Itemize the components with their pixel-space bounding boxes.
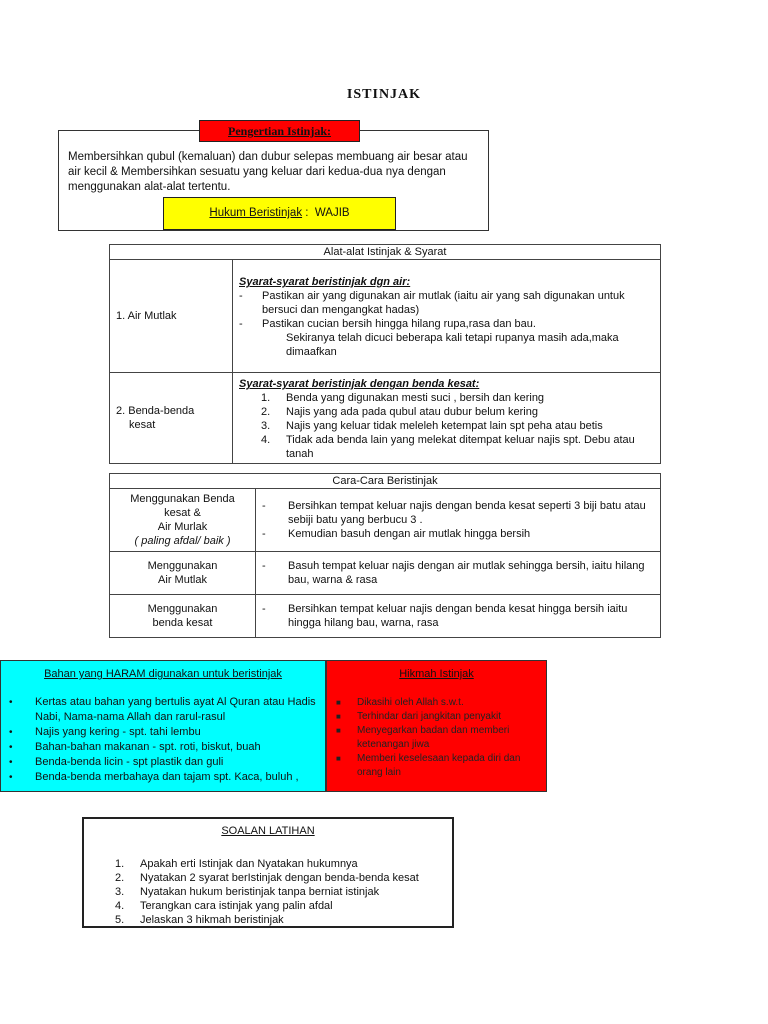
list-item <box>1 770 325 785</box>
hikmah-box <box>326 660 547 792</box>
list-number: 1. <box>115 858 125 870</box>
list-item-text: Apakah erti Istinjak dan Nyatakan hukumnya <box>140 858 358 870</box>
list-item-text: Dikasihi oleh Allah s.w.t. <box>357 697 464 708</box>
dash-marker: - <box>239 290 243 302</box>
list-item-text: Basuh tempat keluar najis dengan air mutlak sehingga bersih, iaitu hilang bau, warna & rasa <box>288 560 645 586</box>
list-item-text: Memberi keselesaan kepada diri dan orang lain <box>357 753 521 778</box>
cara-table <box>109 473 661 638</box>
square-bullet-icon: ■ <box>336 712 341 721</box>
dash-marker: - <box>262 603 266 615</box>
bullet-icon: • <box>9 697 13 708</box>
label-line: ( paling afdal/ baik ) <box>134 535 231 547</box>
list-item <box>84 913 452 927</box>
list-item-text: Nyatakan hukum beristinjak tanpa berniat istinjak <box>140 886 380 898</box>
list-item <box>239 419 656 433</box>
list-item <box>327 724 546 752</box>
list-item-text: Najis yang ada pada qubul atau dubur belum kering <box>286 406 538 418</box>
list-item <box>84 857 452 871</box>
hikmah-title: Hikmah Istinjak <box>399 668 474 680</box>
list-item <box>84 885 452 899</box>
list-item <box>262 527 656 541</box>
bullet-icon: • <box>9 757 13 768</box>
list-item <box>1 695 325 725</box>
alat-row1-note: Sekiranya telah dicuci beberapa kali tetapi rupanya masih ada,maka dimaafkan <box>286 332 619 358</box>
definition-text: Membersihkan qubul (kemaluan) dan dubur selepas membuang air besar atau air kecil & Membersihkan sesuatu yang keluar dari kedua-dua nya dengan menggunakan alat-alat tertentu. <box>68 151 468 193</box>
list-item-text: Bahan-bahan makanan - spt. roti, biskut, buah <box>35 741 261 753</box>
soalan-box <box>82 817 454 928</box>
alat-row1-subhead: Syarat-syarat beristinjak dgn air: <box>239 276 411 288</box>
list-number: 1. <box>261 392 271 404</box>
list-number: 3. <box>115 886 125 898</box>
haram-title: Bahan yang HARAM digunakan untuk beristinjak <box>44 668 282 680</box>
alat-row2-label <box>110 373 233 464</box>
label-line: benda kesat <box>152 617 213 629</box>
alat-row2-content <box>233 373 661 464</box>
cara-row2-content <box>256 552 661 595</box>
square-bullet-icon: ■ <box>336 726 341 735</box>
label-line: Air Murlak <box>157 521 208 533</box>
label-line: Menggunakan <box>147 603 218 615</box>
list-number: 2. <box>261 406 271 418</box>
list-item-text: Pastikan cucian bersih hingga hilang rupa,rasa dan bau. <box>262 318 536 330</box>
dash-marker: - <box>262 500 266 512</box>
list-number: 3. <box>261 420 271 432</box>
list-item <box>84 871 452 885</box>
hukum-separator: : <box>302 207 315 219</box>
hikmah-list <box>327 696 546 780</box>
list-item <box>1 740 325 755</box>
label-line: 2. Benda-benda <box>116 405 195 417</box>
square-bullet-icon: ■ <box>336 698 341 707</box>
label-line: Menggunakan <box>147 560 218 572</box>
label-line: Menggunakan Benda <box>130 493 235 505</box>
hukum-value: WAJIB <box>314 207 350 219</box>
dash-marker: - <box>239 318 243 330</box>
dash-marker: - <box>262 560 266 572</box>
cara-row3-content <box>256 595 661 638</box>
alat-table <box>109 244 661 464</box>
hukum-box <box>163 197 396 230</box>
alat-row1-label: 1. Air Mutlak <box>110 260 233 373</box>
hukum-label: Hukum Beristinjak <box>209 207 303 219</box>
list-item-text: Bersihkan tempat keluar najis dengan benda kesat seperti 3 biji batu atau sebiji batu yang berbucu 3 . <box>288 500 646 526</box>
list-item-text: Najis yang kering - spt. tahi lembu <box>35 726 201 738</box>
list-item-text: Bersihkan tempat keluar najis dengan benda kesat hingga bersih iaitu hingga hilang bau, warna, rasa <box>288 603 628 629</box>
list-item <box>239 317 656 331</box>
cara-row1-label <box>110 489 256 552</box>
list-item-text: Pastikan air yang digunakan air mutlak (iaitu air yang sah digunakan untuk bersuci dan mengangkat hadas) <box>262 290 625 316</box>
list-item-text: Benda-benda licin - spt plastik dan guli <box>35 756 224 768</box>
list-item-text: Benda-benda merbahaya dan tajam spt. Kaca, buluh , <box>35 771 299 783</box>
list-number: 4. <box>115 900 125 912</box>
list-number: 4. <box>261 434 271 446</box>
page-title: ISTINJAK <box>346 87 422 102</box>
alat-row2-subhead: Syarat-syarat beristinjak dengan benda kesat: <box>239 378 480 390</box>
cara-row2-label <box>110 552 256 595</box>
list-item-text: Kemudian basuh dengan air mutlak hingga bersih <box>288 528 531 540</box>
soalan-title: SOALAN LATIHAN <box>221 825 315 837</box>
haram-list <box>1 695 325 785</box>
bullet-icon: • <box>9 742 13 753</box>
definition-label: Pengertian Istinjak: <box>199 120 360 142</box>
list-item-text: Kertas atau bahan yang bertulis ayat Al Quran atau Hadis Nabi, Nama-nama Allah dan rarul-rasul <box>35 696 316 723</box>
list-item <box>84 899 452 913</box>
alat-row1-content <box>233 260 661 373</box>
alat-table-header: Alat-alat Istinjak & Syarat <box>110 245 661 260</box>
list-item <box>1 755 325 770</box>
cara-table-header: Cara-Cara Beristinjak <box>110 474 661 489</box>
label-line: kesat <box>129 419 156 431</box>
list-item <box>239 391 656 405</box>
list-item-text: Jelaskan 3 hikmah beristinjak <box>140 914 284 926</box>
list-item <box>327 752 546 780</box>
list-item-text: Terhindar dari jangkitan penyakit <box>357 711 501 722</box>
bullet-icon: • <box>9 727 13 738</box>
list-item-text: Menyegarkan badan dan memberi ketenangan jiwa <box>357 725 510 750</box>
list-item-text: Najis yang keluar tidak meleleh ketempat lain spt peha atau betis <box>286 420 603 432</box>
label-line: Air Mutlak <box>158 574 207 586</box>
list-item <box>262 499 656 527</box>
haram-box <box>0 660 326 792</box>
list-item <box>239 433 656 461</box>
list-item <box>262 602 656 630</box>
list-item <box>327 696 546 710</box>
cara-row3-label <box>110 595 256 638</box>
list-item-text: Terangkan cara istinjak yang palin afdal <box>140 900 333 912</box>
cara-row1-content <box>256 489 661 552</box>
list-item <box>262 559 656 587</box>
square-bullet-icon: ■ <box>336 754 341 763</box>
list-item-text: Tidak ada benda lain yang melekat ditempat keluar najis spt. Debu atau tanah <box>286 434 635 460</box>
list-item <box>1 725 325 740</box>
list-item <box>239 405 656 419</box>
label-line: kesat & <box>164 507 201 519</box>
bullet-icon: • <box>9 772 13 783</box>
list-number: 5. <box>115 914 125 926</box>
list-item-text: Nyatakan 2 syarat berIstinjak dengan benda-benda kesat <box>140 872 419 884</box>
list-item <box>239 289 656 317</box>
list-number: 2. <box>115 872 125 884</box>
list-item-text: Benda yang digunakan mesti suci , bersih dan kering <box>286 392 545 404</box>
dash-marker: - <box>262 528 266 540</box>
list-item <box>327 710 546 724</box>
